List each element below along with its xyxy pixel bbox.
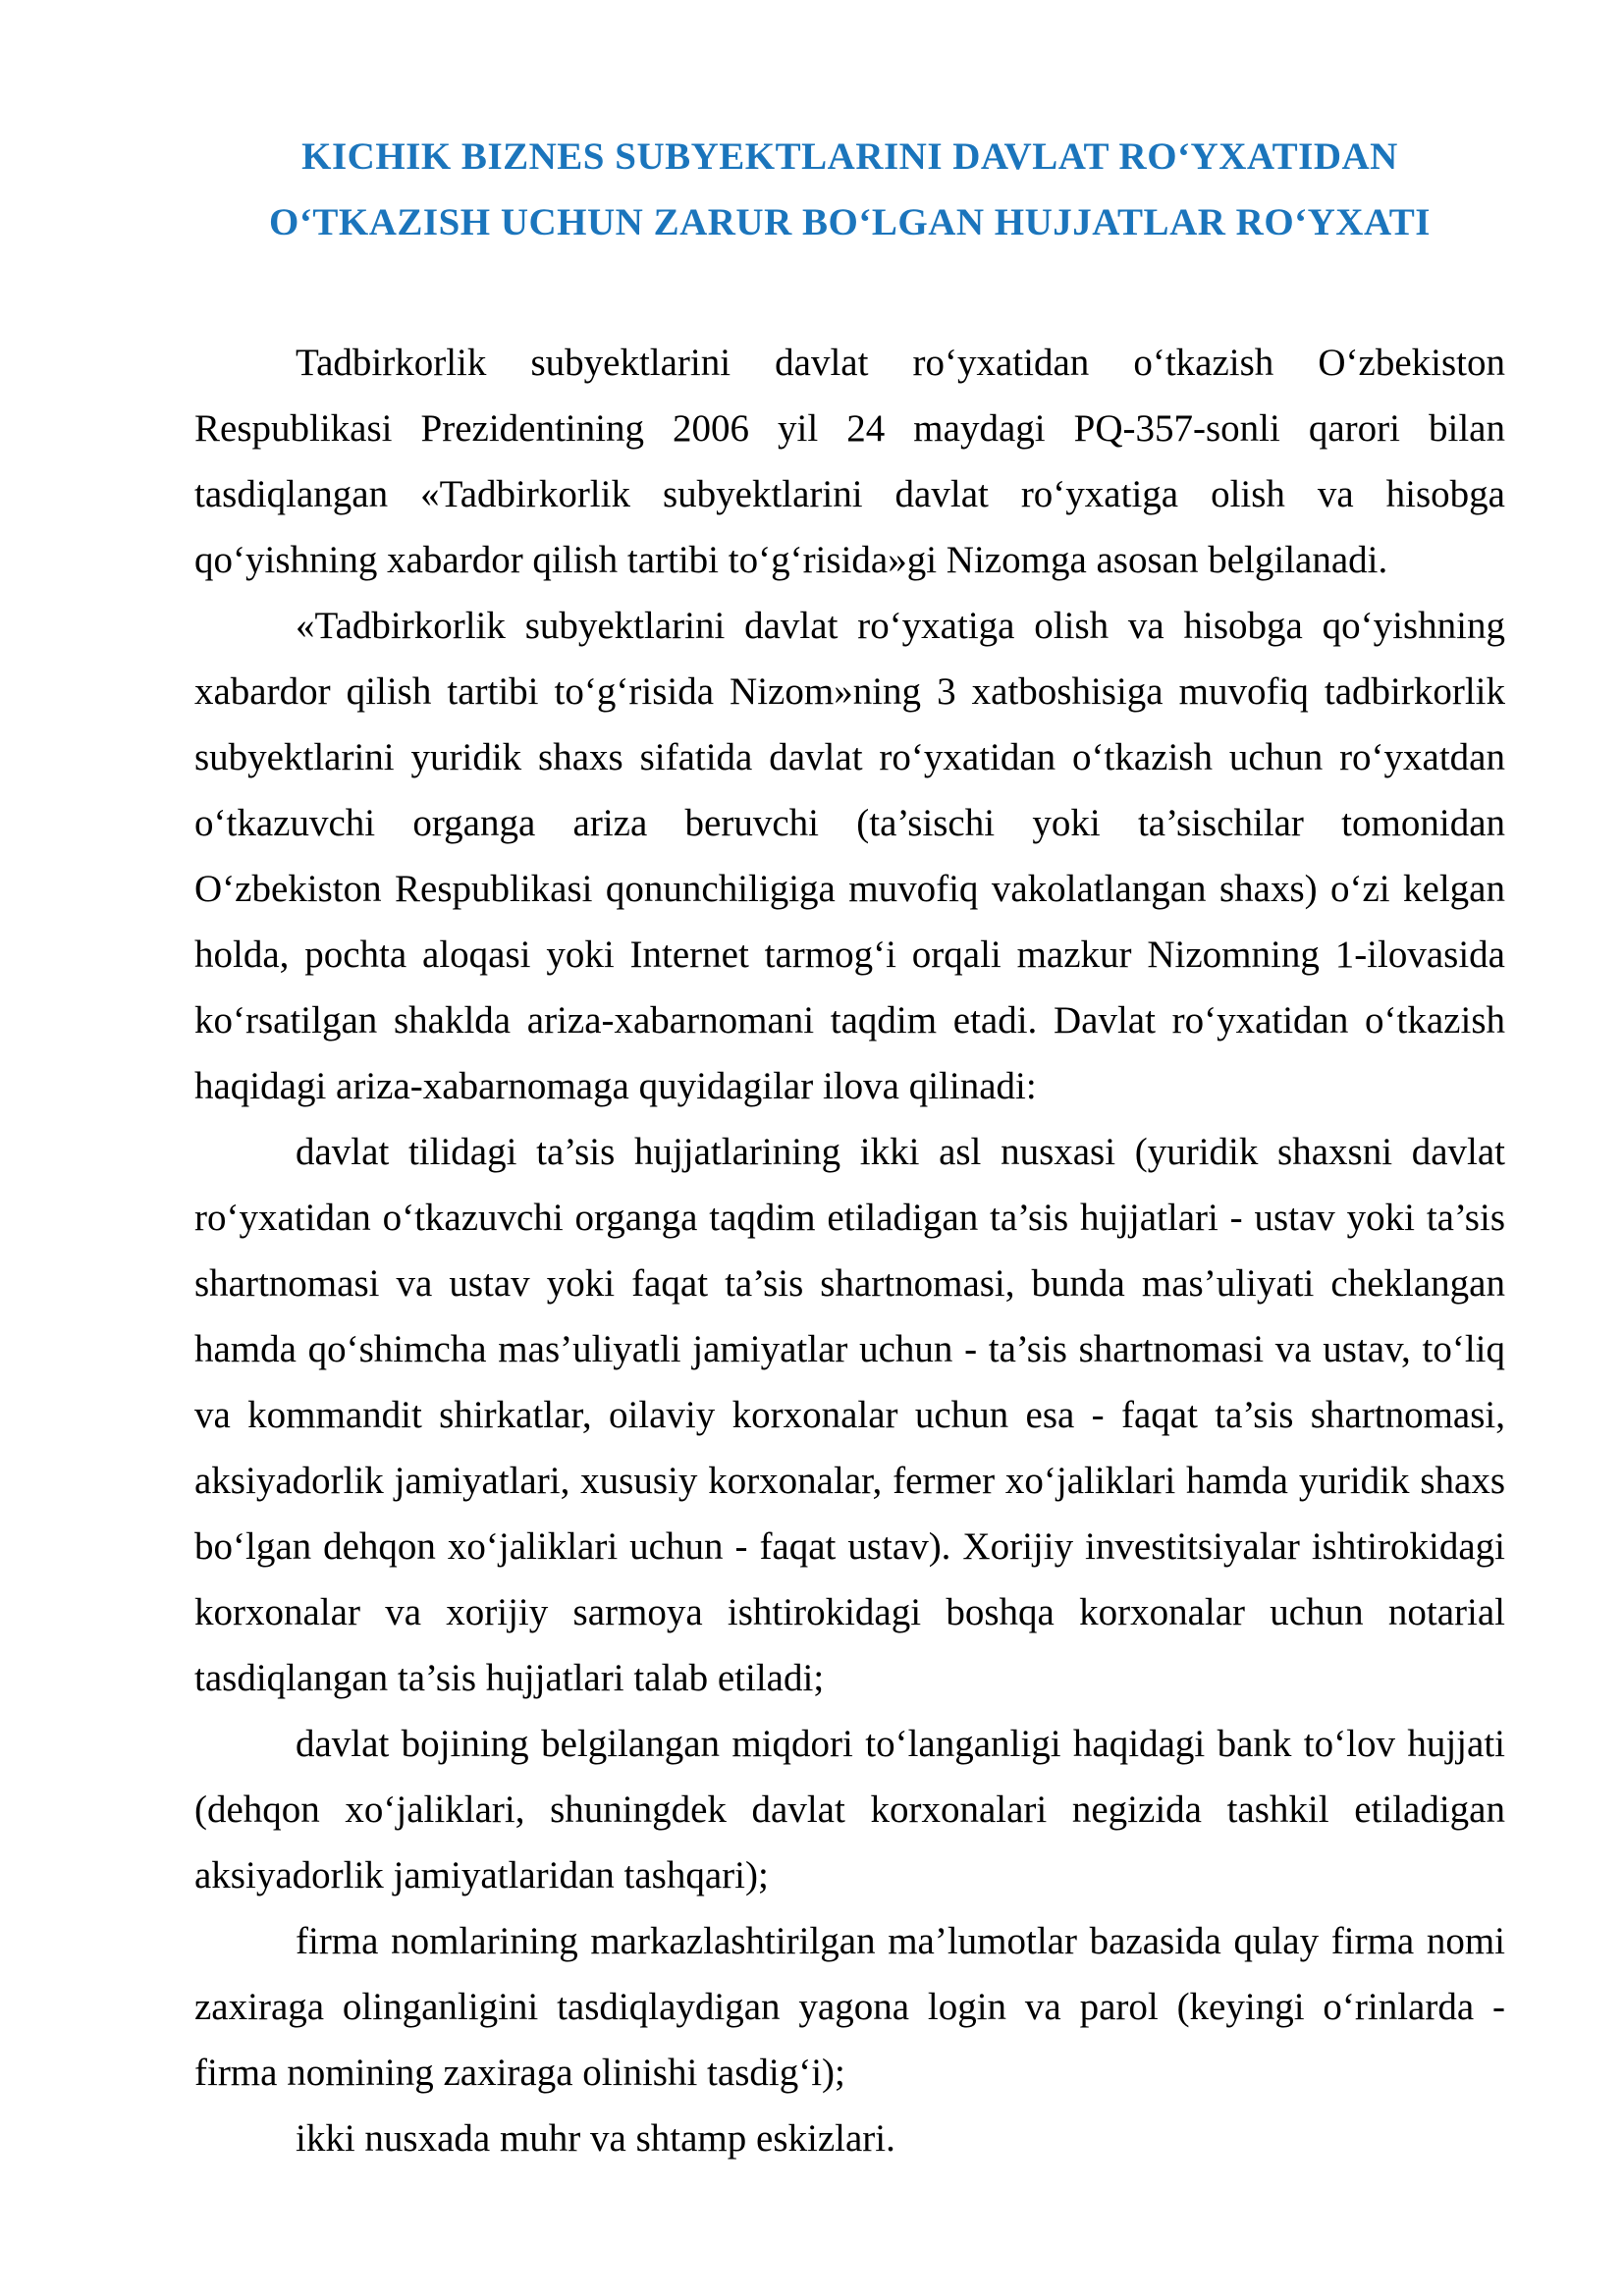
paragraph-founding-documents: davlat tilidagi ta’sis hujjatlarining ikki asl nusxasi (yuridik shaxsni davlat roʻyxatidan oʻtkazuvchi organga taqdim etiladigan ta’sis hujjatlari - ustav yoki ta’sis shartnomasi va ustav yoki faqat ta’sis shartnomasi, bunda mas’uliyati cheklangan hamda qoʻshimcha mas’uliyatli jamiyatlar uchun - ta’sis shartnomasi va ustav, toʻliq va kommandit shirkatlar, oilaviy korxonalar uchun esa - faqat ta’sis shartnomasi, aksiyadorlik jamiyatlari, xususiy korxonalar, fermer xoʻjaliklari hamda yuridik shaxs boʻlgan dehqon xoʻjaliklari uchun - faqat ustav). Xorijiy investitsiyalar ishtirokidagi korxonalar va xorijiy sarmoya ishtirokidagi boshqa korxonalar uchun notarial tasdiqlangan ta’sis hujjatlari talab etiladi; <box>194 1131 1505 1699</box>
document-title-line-1: KICHIK BIZNES SUBYEKTLARINI DAVLAT ROʻYXATIDAN <box>301 135 1398 178</box>
paragraph-seal-sketches: ikki nusxada muhr va shtamp eskizlari. <box>296 2117 895 2160</box>
document-body <box>194 330 1505 2171</box>
document-title-line-2: OʻTKAZISH UCHUN ZARUR BOʻLGAN HUJJATLAR ROʻYXATI <box>269 201 1431 243</box>
paragraph-intro: Tadbirkorlik subyektlarini davlat roʻyxatidan oʻtkazish Oʻzbekiston Respublikasi Prezidentining 2006 yil 24 maydagi PQ-357-sonli qarori bilan tasdiqlangan «Tadbirkorlik subyektlarini davlat roʻyxatiga olish va hisobga qoʻyishning xabardor qilish tartibi toʻgʻrisida»gi Nizomga asosan belgilanadi. <box>194 342 1505 581</box>
paragraph-state-fee: davlat bojining belgilangan miqdori toʻlanganligi haqidagi bank toʻlov hujjati (dehqon xoʻjaliklari, shuningdek davlat korxonalari negizida tashkil etiladigan aksiyadorlik jamiyatlaridan tashqari); <box>194 1723 1505 1896</box>
paragraph-procedure: «Tadbirkorlik subyektlarini davlat roʻyxatiga olish va hisobga qoʻyishning xabardor qilish tartibi toʻgʻrisida Nizom»ning 3 xatboshisiga muvofiq tadbirkorlik subyektlarini yuridik shaxs sifatida davlat roʻyxatidan oʻtkazish uchun roʻyxatdan oʻtkazuvchi organga ariza beruvchi (ta’sischi yoki ta’sischilar tomonidan Oʻzbekiston Respublikasi qonunchiligiga muvofiq vakolatlangan shaxs) oʻzi kelgan holda, pochta aloqasi yoki Internet tarmogʻi orqali mazkur Nizomning 1-ilovasida koʻrsatilgan shaklda ariza-xabarnomani taqdim etadi. Davlat roʻyxatidan oʻtkazish haqidagi ariza-xabarnomaga quyidagilar ilova qilinadi: <box>194 605 1505 1107</box>
paragraph-firm-name-reservation: firma nomlarining markazlashtirilgan ma’lumotlar bazasida qulay firma nomi zaxiraga olinganligini tasdiqlaydigan yagona login va parol (keyingi oʻrinlarda - firma nomining zaxiraga olinishi tasdigʻi); <box>194 1920 1505 2094</box>
document-title <box>194 124 1505 255</box>
